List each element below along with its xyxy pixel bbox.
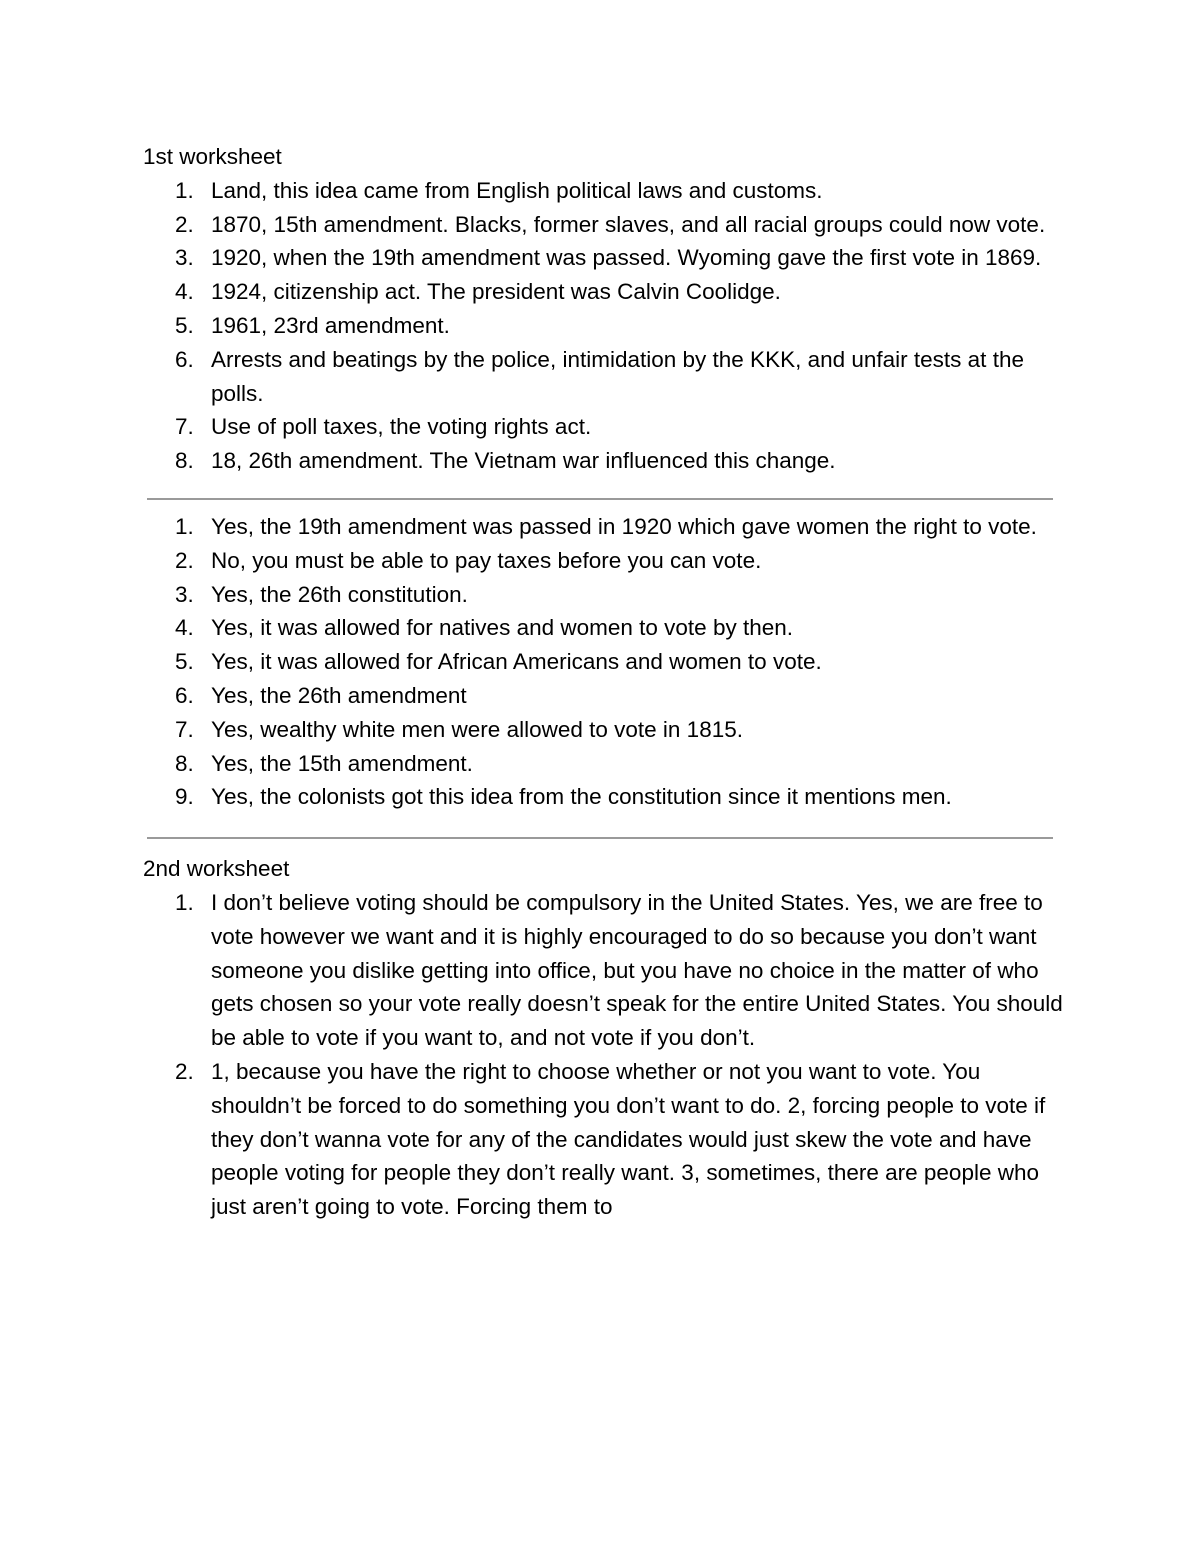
- list-number: 3.: [175, 245, 194, 271]
- list-number: 1.: [175, 889, 194, 915]
- list-item: [143, 1055, 1063, 1224]
- list-item: [143, 174, 1063, 208]
- list-number: 1.: [175, 513, 194, 539]
- list-number: 5.: [175, 649, 194, 675]
- list-item: [143, 241, 1063, 275]
- list-text: Yes, the 19th amendment was passed in 1920 which gave women the right to vote.: [211, 513, 1037, 539]
- list-item: [143, 208, 1063, 242]
- list-number: 3.: [175, 581, 194, 607]
- list-text: Use of poll taxes, the voting rights act.: [211, 414, 592, 440]
- list-text: Yes, the 26th constitution.: [211, 581, 468, 607]
- list-item: [143, 645, 1063, 679]
- list-item: [143, 544, 1063, 578]
- list-text: I don’t believe voting should be compulsory in the United States. Yes, we are free to vote however we want and it is highly encouraged to do so because you don’t want someone you dislike getting into office, but you have no choice in the matter of who gets chosen so your vote really doesn’t speak for the entire United States. You should be able to vote if you want to, and not vote if you don’t.: [211, 889, 1063, 1051]
- horizontal-divider: [147, 837, 1053, 839]
- list-number: 8.: [175, 750, 194, 776]
- list-item: [143, 679, 1063, 713]
- list-number: 4.: [175, 279, 194, 305]
- list-item: [143, 747, 1063, 781]
- list-item: [143, 886, 1063, 1055]
- list-item: [143, 713, 1063, 747]
- list-item: [143, 611, 1063, 645]
- list-item: [143, 578, 1063, 612]
- list-number: 9.: [175, 784, 194, 810]
- worksheet2-list: [143, 886, 1063, 1224]
- list-text: 1920, when the 19th amendment was passed. Wyoming gave the first vote in 1869.: [211, 245, 1042, 271]
- list-text: Land, this idea came from English political laws and customs.: [211, 177, 823, 203]
- list-text: 18, 26th amendment. The Vietnam war influenced this change.: [211, 448, 836, 474]
- list-number: 6.: [175, 682, 194, 708]
- section2-list: [143, 510, 1063, 814]
- list-text: Yes, it was allowed for natives and women to vote by then.: [211, 615, 794, 641]
- list-text: 1924, citizenship act. The president was Calvin Coolidge.: [211, 279, 781, 305]
- document-body: [143, 140, 1063, 1224]
- worksheet2-heading: 2nd worksheet: [143, 856, 290, 882]
- list-text: Yes, the 26th amendment: [211, 682, 467, 708]
- list-item: [143, 275, 1063, 309]
- list-item: [143, 444, 1063, 478]
- worksheet1-heading: 1st worksheet: [143, 144, 282, 169]
- list-item: [143, 410, 1063, 444]
- list-number: 2.: [175, 211, 194, 237]
- list-text: Yes, wealthy white men were allowed to vote in 1815.: [211, 716, 743, 742]
- list-text: Yes, the colonists got this idea from the constitution since it mentions men.: [211, 784, 952, 810]
- list-text: Yes, the 15th amendment.: [211, 750, 473, 776]
- horizontal-divider: [147, 498, 1053, 500]
- list-item: [143, 510, 1063, 544]
- list-text: 1961, 23rd amendment.: [211, 312, 450, 338]
- list-text: Yes, it was allowed for African Americans and women to vote.: [211, 649, 822, 675]
- worksheet1-list: [143, 174, 1063, 478]
- list-text: 1, because you have the right to choose whether or not you want to vote. You shouldn’t be forced to do something you don’t want to do. 2, forcing people to vote if they don’t wanna vote for any of the candidates would just skew the vote and have people voting for people they don’t really want. 3, sometimes, there are people who just aren’t going to vote. Forcing them to: [211, 1058, 1046, 1220]
- list-number: 8.: [175, 448, 194, 474]
- list-number: 2.: [175, 547, 194, 573]
- list-item: [143, 780, 1063, 814]
- list-number: 7.: [175, 414, 194, 440]
- list-text: 1870, 15th amendment. Blacks, former slaves, and all racial groups could now vote.: [211, 211, 1046, 237]
- list-text: No, you must be able to pay taxes before you can vote.: [211, 547, 762, 573]
- list-number: 6.: [175, 346, 194, 372]
- list-text: Arrests and beatings by the police, intimidation by the KKK, and unfair tests at the polls.: [211, 346, 1024, 406]
- list-number: 7.: [175, 716, 194, 742]
- list-number: 1.: [175, 177, 194, 203]
- list-number: 5.: [175, 312, 194, 338]
- list-item: [143, 343, 1063, 411]
- list-number: 2.: [175, 1058, 194, 1084]
- list-item: [143, 309, 1063, 343]
- list-number: 4.: [175, 615, 194, 641]
